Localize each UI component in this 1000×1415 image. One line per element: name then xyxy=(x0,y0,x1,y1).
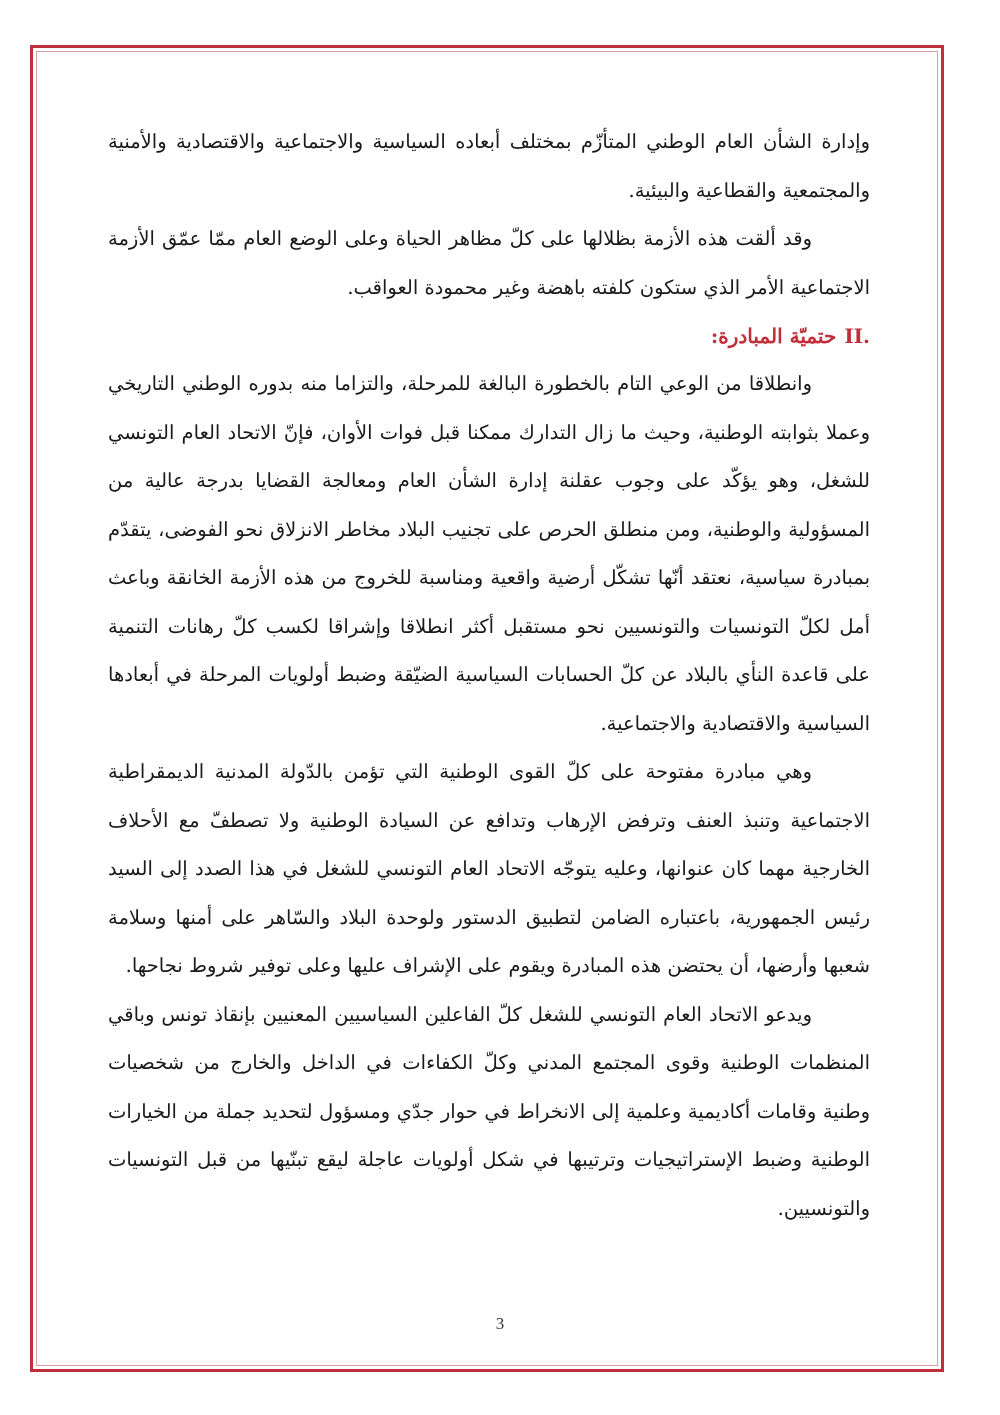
paragraph-crisis-impact: وقد ألقت هذه الأزمة بظلالها على كلّ مظاهر الحياة وعلى الوضع العام ممّا عمّق الأزمة الاجتماعية الأمر الذي ستكون كلفته باهضة وغير محمودة العواقب. xyxy=(108,227,870,299)
section-number: II. xyxy=(844,324,870,348)
section-heading xyxy=(108,312,870,360)
paragraph-initiative: وانطلاقا من الوعي التام بالخطورة البالغة للمرحلة، والتزاما منه بدوره الوطني التاريخي وعملا بثوابته الوطنية، وحيث ما زال التدارك ممكنا قبل فوات الأوان، فإنّ الاتحاد العام التونسي للشغل، وهو يؤكّد على وجوب عقلنة إدارة الشأن العام ومعالجة القضايا بدرجة عالية من المسؤولية والوطنية، ومن منطلق الحرص على تجنيب البلاد مخاطر الانزلاق نحو الفوضى، يتقدّم بمبادرة سياسية، نعتقد أنّها تشكّل أرضية واقعية ومناسبة للخروج من هذه الأزمة الخانقة وباعث أمل لكلّ التونسيات والتونسيين نحو مستقبل أكثر انطلاقا وإشراقا لكسب كلّ رهانات التنمية على قاعدة النأي بالبلاد عن كلّ الحسابات السياسية الضيّقة وضبط أولويات المرحلة في أبعادها السياسية والاقتصادية والاجتماعية. xyxy=(108,372,870,735)
section-title: حتميّة المبادرة: xyxy=(710,324,837,348)
paragraph-call-to-dialogue: ويدعو الاتحاد العام التونسي للشغل كلّ الفاعلين السياسيين المعنيين بإنقاذ تونس وباقي المنظمات الوطنية وقوى المجتمع المدني وكلّ الكفاءات في الداخل والخارج من شخصيات وطنية وقامات أكاديمية وعلمية إلى الانخراط في حوار جدّي ومسؤول لتحديد جملة من الخيارات الوطنية وضبط الإستراتيجيات وترتيبها في شكل أولويات عاجلة ليقع تبنّيها من قبل التونسيات والتونسيين. xyxy=(108,1002,870,1220)
paragraph-open-initiative: وهي مبادرة مفتوحة على كلّ القوى الوطنية التي تؤمن بالدّولة المدنية الديمقراطية الاجتماعية وتنبذ العنف وترفض الإرهاب وتدافع عن السيادة الوطنية ولا تصطفّ مع الأحلاف الخارجية مهما كان عنوانها، وعليه يتوجّه الاتحاد العام التونسي للشغل في هذا الصدد إلى السيد رئيس الجمهورية، باعتباره الضامن لتطبيق الدستور ولوحدة البلاد والسّاهر على أمنها وسلامة شعبها وأرضها، أن يحتضن هذه المبادرة ويقوم على الإشراف عليها وعلى توفير شروط نجاحها. xyxy=(108,760,870,977)
document-body xyxy=(108,118,870,1233)
paragraph-continuation: وإدارة الشأن العام الوطني المتأزّم بمختلف أبعاده السياسية والاجتماعية والاقتصادية والأمنية والمجتمعية والقطاعية والبيئية. xyxy=(108,130,870,202)
page-number: 3 xyxy=(495,1314,505,1333)
